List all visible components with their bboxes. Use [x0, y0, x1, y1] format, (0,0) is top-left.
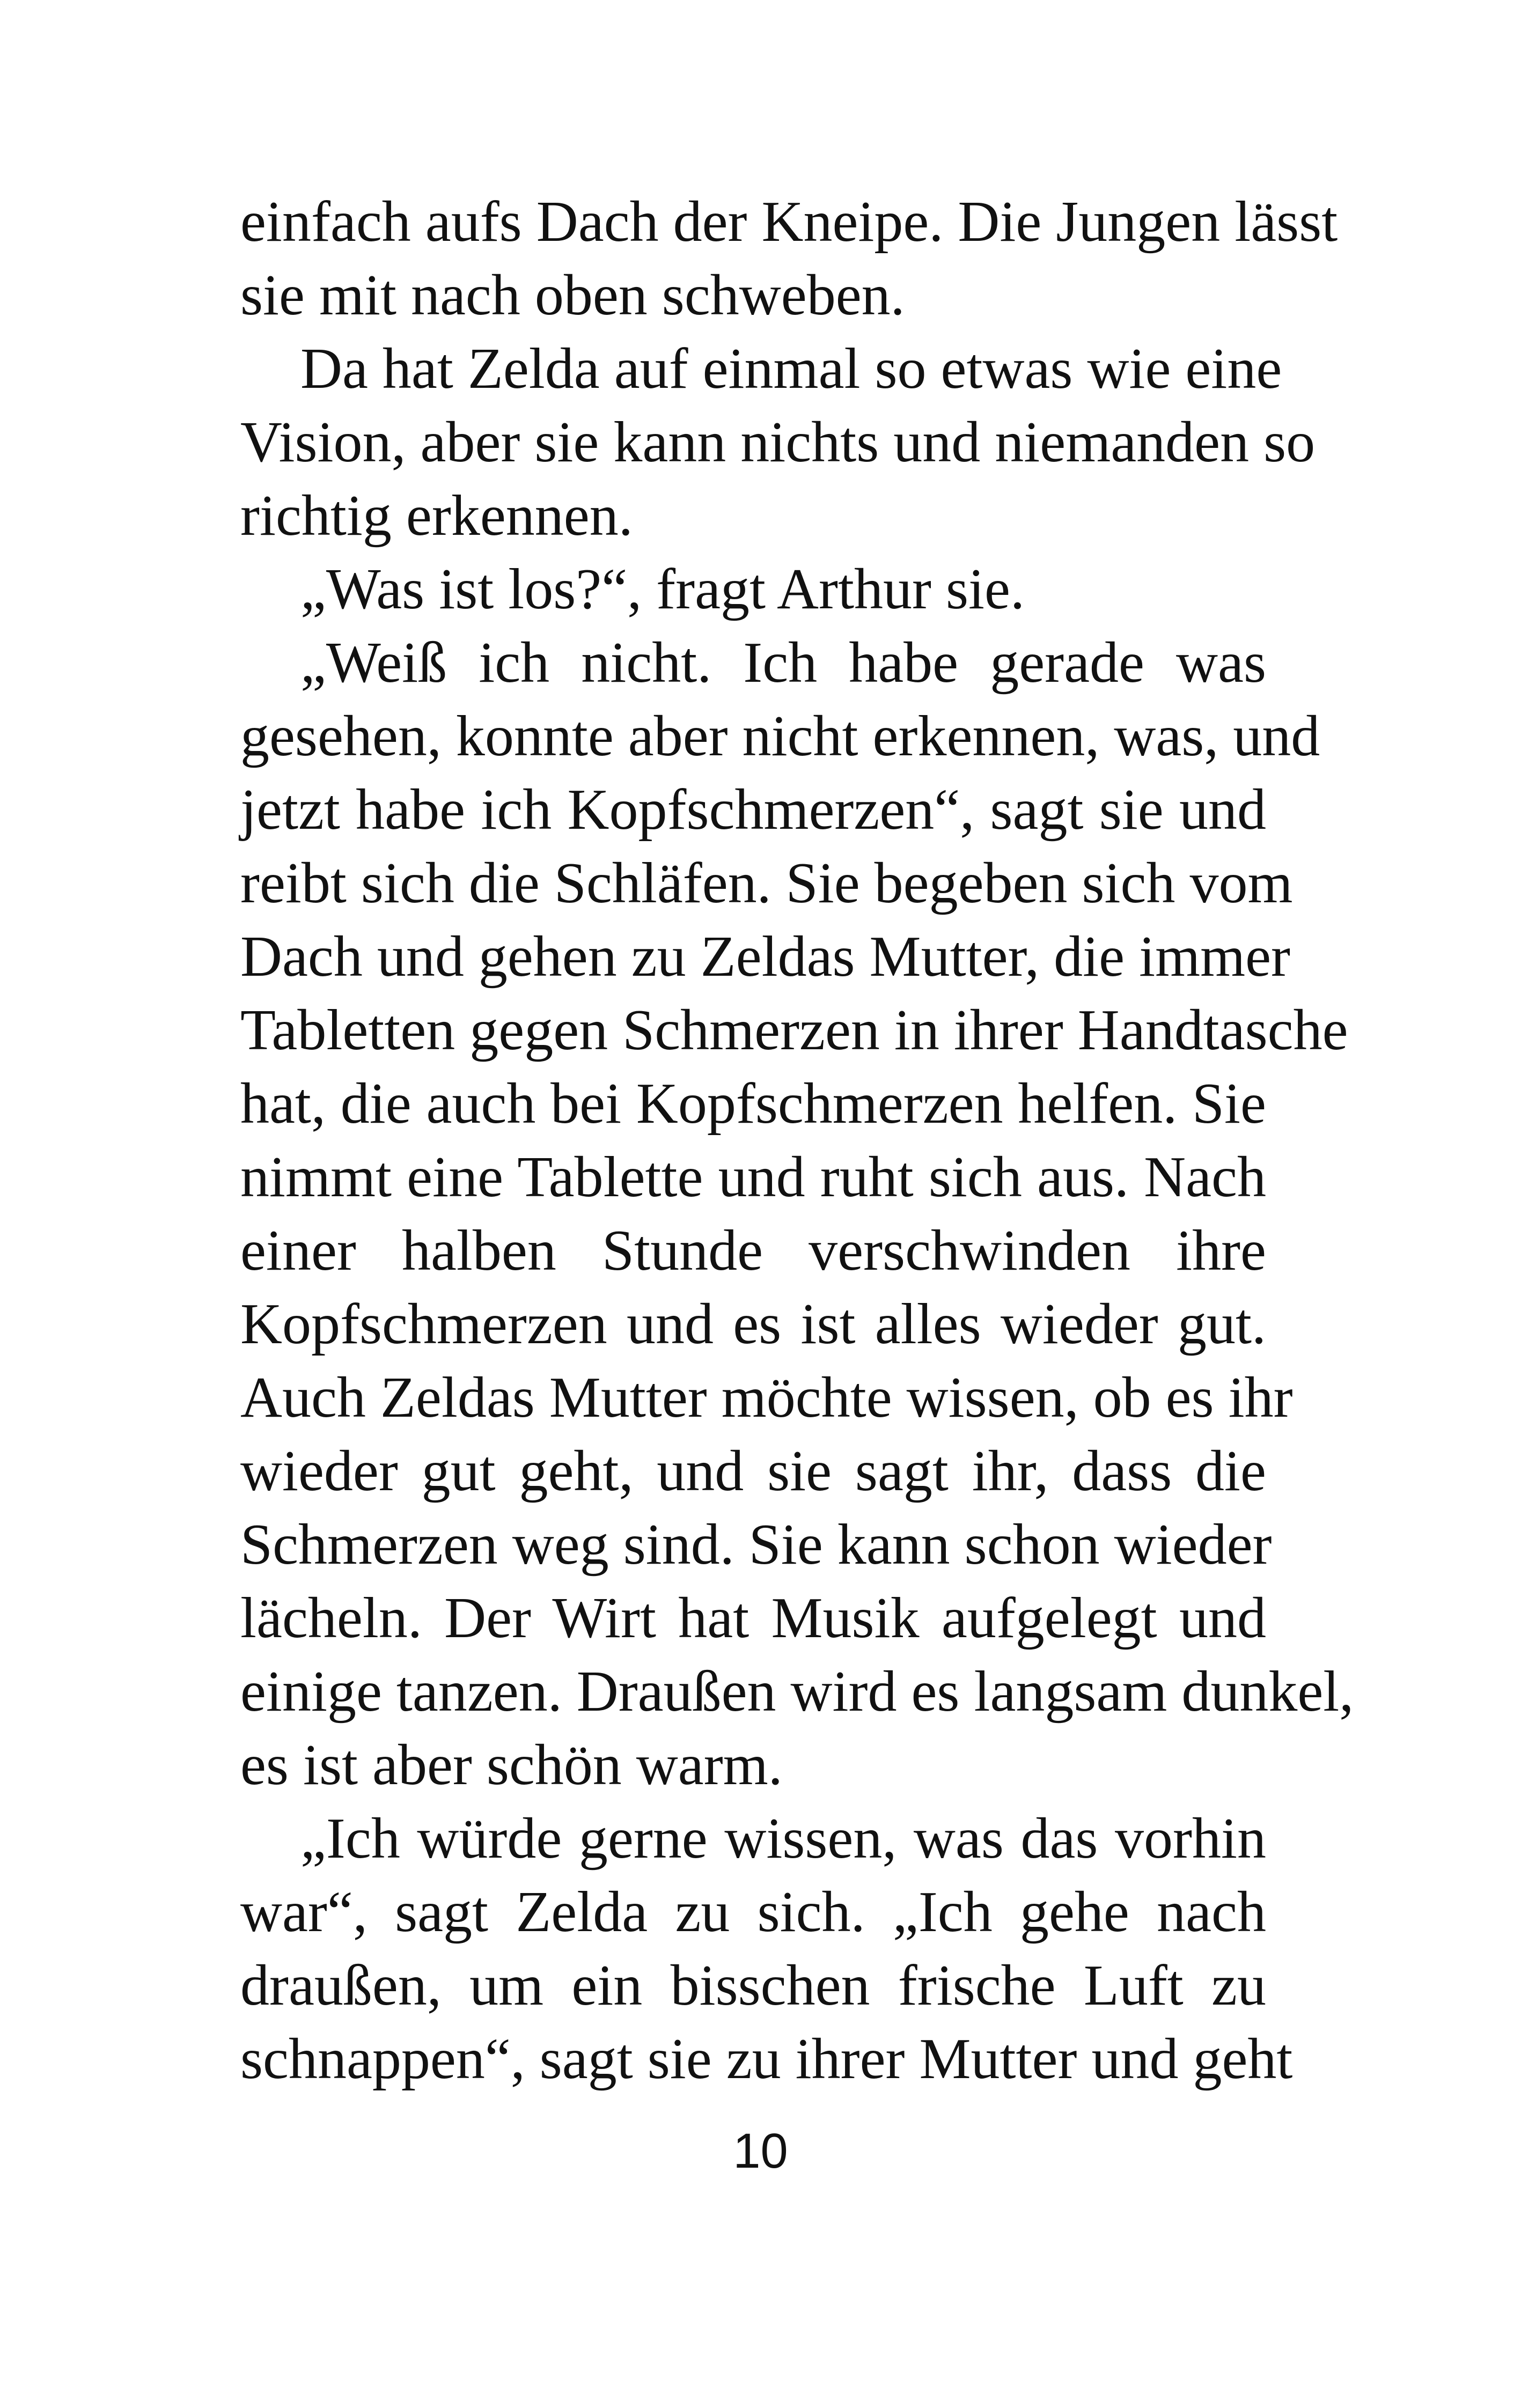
text-line: jetzt habe ich Kopfschmerzen“, sagt sie und: [240, 778, 1266, 842]
text-line: Dach und gehen zu Zeldas Mutter, die immer: [240, 925, 1291, 989]
text-line: Da hat Zelda auf einmal so etwas wie eine: [300, 337, 1282, 401]
text-line: lächeln. Der Wirt hat Musik aufgelegt und: [240, 1586, 1266, 1650]
text-line: es ist aber schön warm.: [240, 1733, 783, 1797]
text-line: Tabletten gegen Schmerzen in ihrer Handtasche: [240, 998, 1348, 1062]
text-line: gesehen, konnte aber nicht erkennen, was, und: [240, 704, 1320, 768]
text-line: Kopfschmerzen und es ist alles wieder gut.: [240, 1292, 1266, 1356]
text-line: richtig erkennen.: [240, 484, 633, 548]
text-line: nimmt eine Tablette und ruht sich aus. Nach: [240, 1145, 1266, 1209]
page-number: 10: [733, 2124, 788, 2178]
text-line: hat, die auch bei Kopfschmerzen helfen. Sie: [240, 1072, 1266, 1136]
body-text: [240, 185, 1354, 2096]
text-line: einige tanzen. Draußen wird es langsam dunkel,: [240, 1660, 1354, 1724]
text-line: „Was ist los?“, fragt Arthur sie.: [300, 557, 1025, 621]
text-line: schnappen“, sagt sie zu ihrer Mutter und geht: [240, 2027, 1293, 2091]
text-line: „Weiß ich nicht. Ich habe gerade was: [300, 631, 1266, 695]
text-line: reibt sich die Schläfen. Sie begeben sich vom: [240, 851, 1293, 915]
text-line: einer halben Stunde verschwinden ihre: [240, 1219, 1266, 1283]
text-line: „Ich würde gerne wissen, was das vorhin: [300, 1807, 1266, 1871]
text-line: Auch Zeldas Mutter möchte wissen, ob es ihr: [240, 1366, 1293, 1430]
text-line: Schmerzen weg sind. Sie kann schon wieder: [240, 1513, 1272, 1577]
text-line: war“, sagt Zelda zu sich. „Ich gehe nach: [240, 1880, 1266, 1944]
text-line: einfach aufs Dach der Kneipe. Die Jungen lässt: [240, 190, 1338, 254]
text-line: draußen, um ein bisschen frische Luft zu: [240, 1954, 1266, 2017]
text-line: wieder gut geht, und sie sagt ihr, dass die: [240, 1439, 1266, 1503]
text-line: Vision, aber sie kann nichts und niemanden so: [240, 410, 1316, 474]
text-line: sie mit nach oben schweben.: [240, 263, 905, 327]
